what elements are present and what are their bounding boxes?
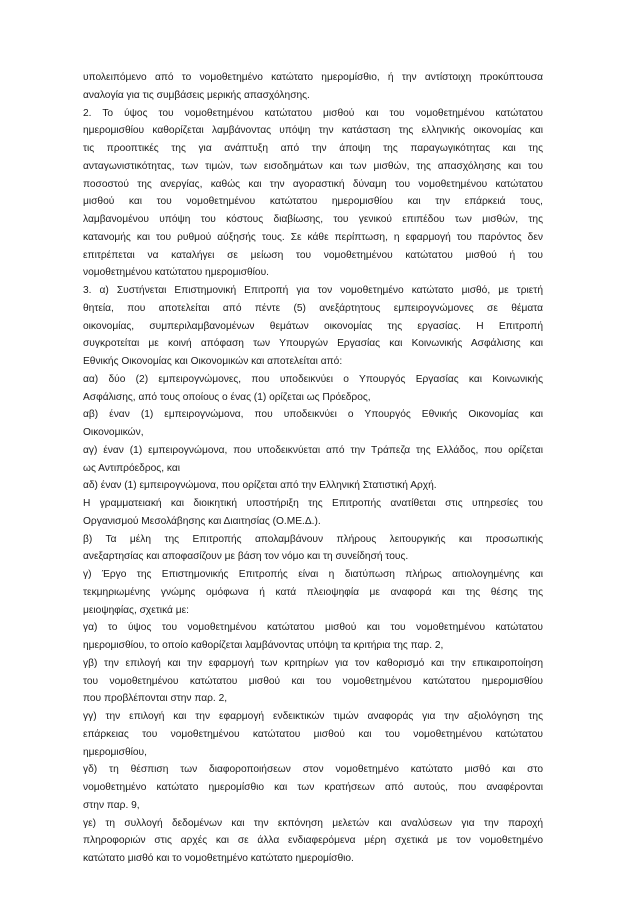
text-line: γδ) τη θέσπιση των διαφοροποιήσεων στον νομοθετημένο κατώτατο μισθό και στο [83, 764, 543, 776]
text-line: αναλογία για τις συμβάσεις μερικής απασχόλησης. [83, 89, 310, 101]
text-line: ως Αντιπρόεδρος, και [83, 462, 180, 474]
document-page [83, 69, 543, 868]
text-line: Ασφάλισης, από τους οποίους ο ένας (1) ορίζεται ως Πρόεδρος, [83, 391, 371, 403]
text-line: ημερομισθίου, [83, 746, 147, 758]
text-line: τεκμηριωμένης γνώμης ομόφωνα ή κατά πλειοψηφία με αναφορά και της θέσης της [83, 586, 543, 598]
text-line: ανεξαρτησίας και αποφασίζουν με βάση τον νόμο και τη συνείδησή τους. [83, 551, 409, 563]
text-line: Η γραμματειακή και διοικητική υποστήριξη της Επιτροπής ανατίθεται στις υπηρεσίες του [83, 498, 543, 509]
text-line: γε) τη συλλογή δεδομένων και την εκπόνηση μελετών και αναλύσεων για την παροχή [83, 817, 543, 829]
text-line: 3. α) Συστήνεται Επιστημονική Επιτροπή για τον νομοθετημένο κατώτατο μισθό, με τριετή [83, 285, 543, 296]
text-line: αα) δύο (2) εμπειρογνώμονες, που υποδεικνύει ο Υπουργός Εργασίας και Κοινωνικής [83, 373, 543, 385]
text-line: στην παρ. 9, [83, 799, 140, 811]
text-line: οικονομίας, συμπεριλαμβανομένων θεμάτων οικονομίας της εργασίας. Η Επιτροπή [83, 320, 543, 332]
text-line: νομοθετημένο κατώτατο ημερομίσθιο και των κρατήσεων από αυτούς, που αναφέρονται [83, 782, 543, 793]
text-line: επάρκειας του νομοθετημένου κατώτατου μισθού και του νομοθετημένου κατώτατου [83, 728, 543, 740]
text-line: του νομοθετημένου κατώτατου μισθού και του νομοθετημένου κατώτατου ημερομισθίου [83, 675, 543, 687]
text-line: γβ) την επιλογή και την εφαρμογή των κριτηρίων για τον καθορισμό και την επικαιροποίηση [83, 657, 543, 669]
text-line: επιτρέπεται να καταλήγει σε μείωση του νομοθετημένου κατώτατου μισθού ή του [83, 249, 543, 261]
text-line: πληροφοριών στις αρχές και σε άλλα ενδιαφερόμενα μέρη σχετικά με τον νομοθετημένο [83, 835, 543, 847]
text-line: Οργανισμού Μεσολάβησης και Διαιτησίας (Ο.ΜΕ.Δ.). [83, 515, 321, 527]
text-line: κατώτατο μισθό και το νομοθετημένο κατώτατο ημερομίσθιο. [83, 853, 354, 864]
text-line: ημερομισθίου καθορίζεται λαμβάνοντας υπόψη την κατάσταση της ελληνικής οικονομίας και [83, 125, 543, 137]
text-line: Εθνικής Οικονομίας και Οικονομικών και αποτελείται από: [83, 356, 343, 367]
text-line: γα) το ύψος του νομοθετημένου κατώτατου μισθού και του νομοθετημένου κατώτατου [83, 622, 543, 634]
text-line: αβ) έναν (1) εμπειρογνώμονα, που υποδεικνύει ο Υπουργός Εθνικής Οικονομίας και [83, 409, 543, 421]
text-line: κατανομής και του ρυθμού αύξησής τους. Σε κάθε περίπτωση, η εφαρμογή του παρόντος δεν [83, 231, 543, 243]
text-line: ποσοστού της ανεργίας, καθώς και την αγοραστική δύναμη του νομοθετημένου κατώτατου [83, 178, 543, 190]
text-line: Οικονομικών, [83, 427, 144, 438]
text-line: γ) Έργο της Επιστημονικής Επιτροπής είναι η διατύπωση πλήρως αιτιολογημένης και [83, 569, 543, 580]
text-line: γγ) την επιλογή και την εφαρμογή ενδεικτικών τιμών αναφοράς για την αξιολόγηση της [83, 711, 543, 722]
text-line: ανταγωνιστικότητας, των τιμών, των εισοδημάτων και των μισθών, της απασχόλησης και του [83, 160, 543, 172]
text-line: νομοθετημένου κατώτατου ημερομισθίου. [83, 267, 269, 279]
text-line: ημερομισθίου, το οποίο καθορίζεται λαμβάνοντας υπόψη τα κριτήρια της παρ. 2, [83, 640, 444, 651]
text-line: β) Τα μέλη της Επιτροπής απολαμβάνουν πλήρους λειτουργικής και προσωπικής [83, 533, 543, 545]
text-line: μισθού και του νομοθετημένου κατώτατου ημερομισθίου και την επάρκειά τους, [83, 196, 543, 208]
text-line: θητεία, που αποτελείται από πέντε (5) ανεξάρτητους εμπειρογνώμονες σε θέματα [83, 302, 543, 314]
text-line: που προβλέπονται στην παρ. 2, [83, 693, 228, 705]
text-line: αδ) έναν (1) εμπειρογνώμονα, που ορίζεται από την Ελληνική Στατιστική Αρχή. [83, 480, 437, 492]
text-line: τις προοπτικές της για ανάπτυξη από την άποψη της παραγωγικότητας και της [83, 143, 543, 154]
text-line: λαμβανομένου υπόψη του κόστους διαβίωσης, του γενικού επιπέδου των μισθών, της [83, 214, 543, 225]
text-line: αγ) έναν (1) εμπειρογνώμονα, που υποδεικνύεται από την Τράπεζα της Ελλάδος, που ορίζεται [83, 444, 543, 456]
text-line: συγκροτείται με κοινή απόφαση των Υπουργών Εργασίας και Κοινωνικής Ασφάλισης και [83, 338, 543, 350]
text-line: μειοψηφίας, σχετικά με: [83, 604, 189, 616]
text-line: υπολειπόμενο από το νομοθετημένο κατώτατο ημερομίσθιο, ή την αντίστοιχη προκύπτουσα [83, 72, 543, 83]
text-line: 2. Το ύψος του νομοθετημένου κατώτατου μισθού και του νομοθετημένου κατώτατου [83, 107, 543, 119]
